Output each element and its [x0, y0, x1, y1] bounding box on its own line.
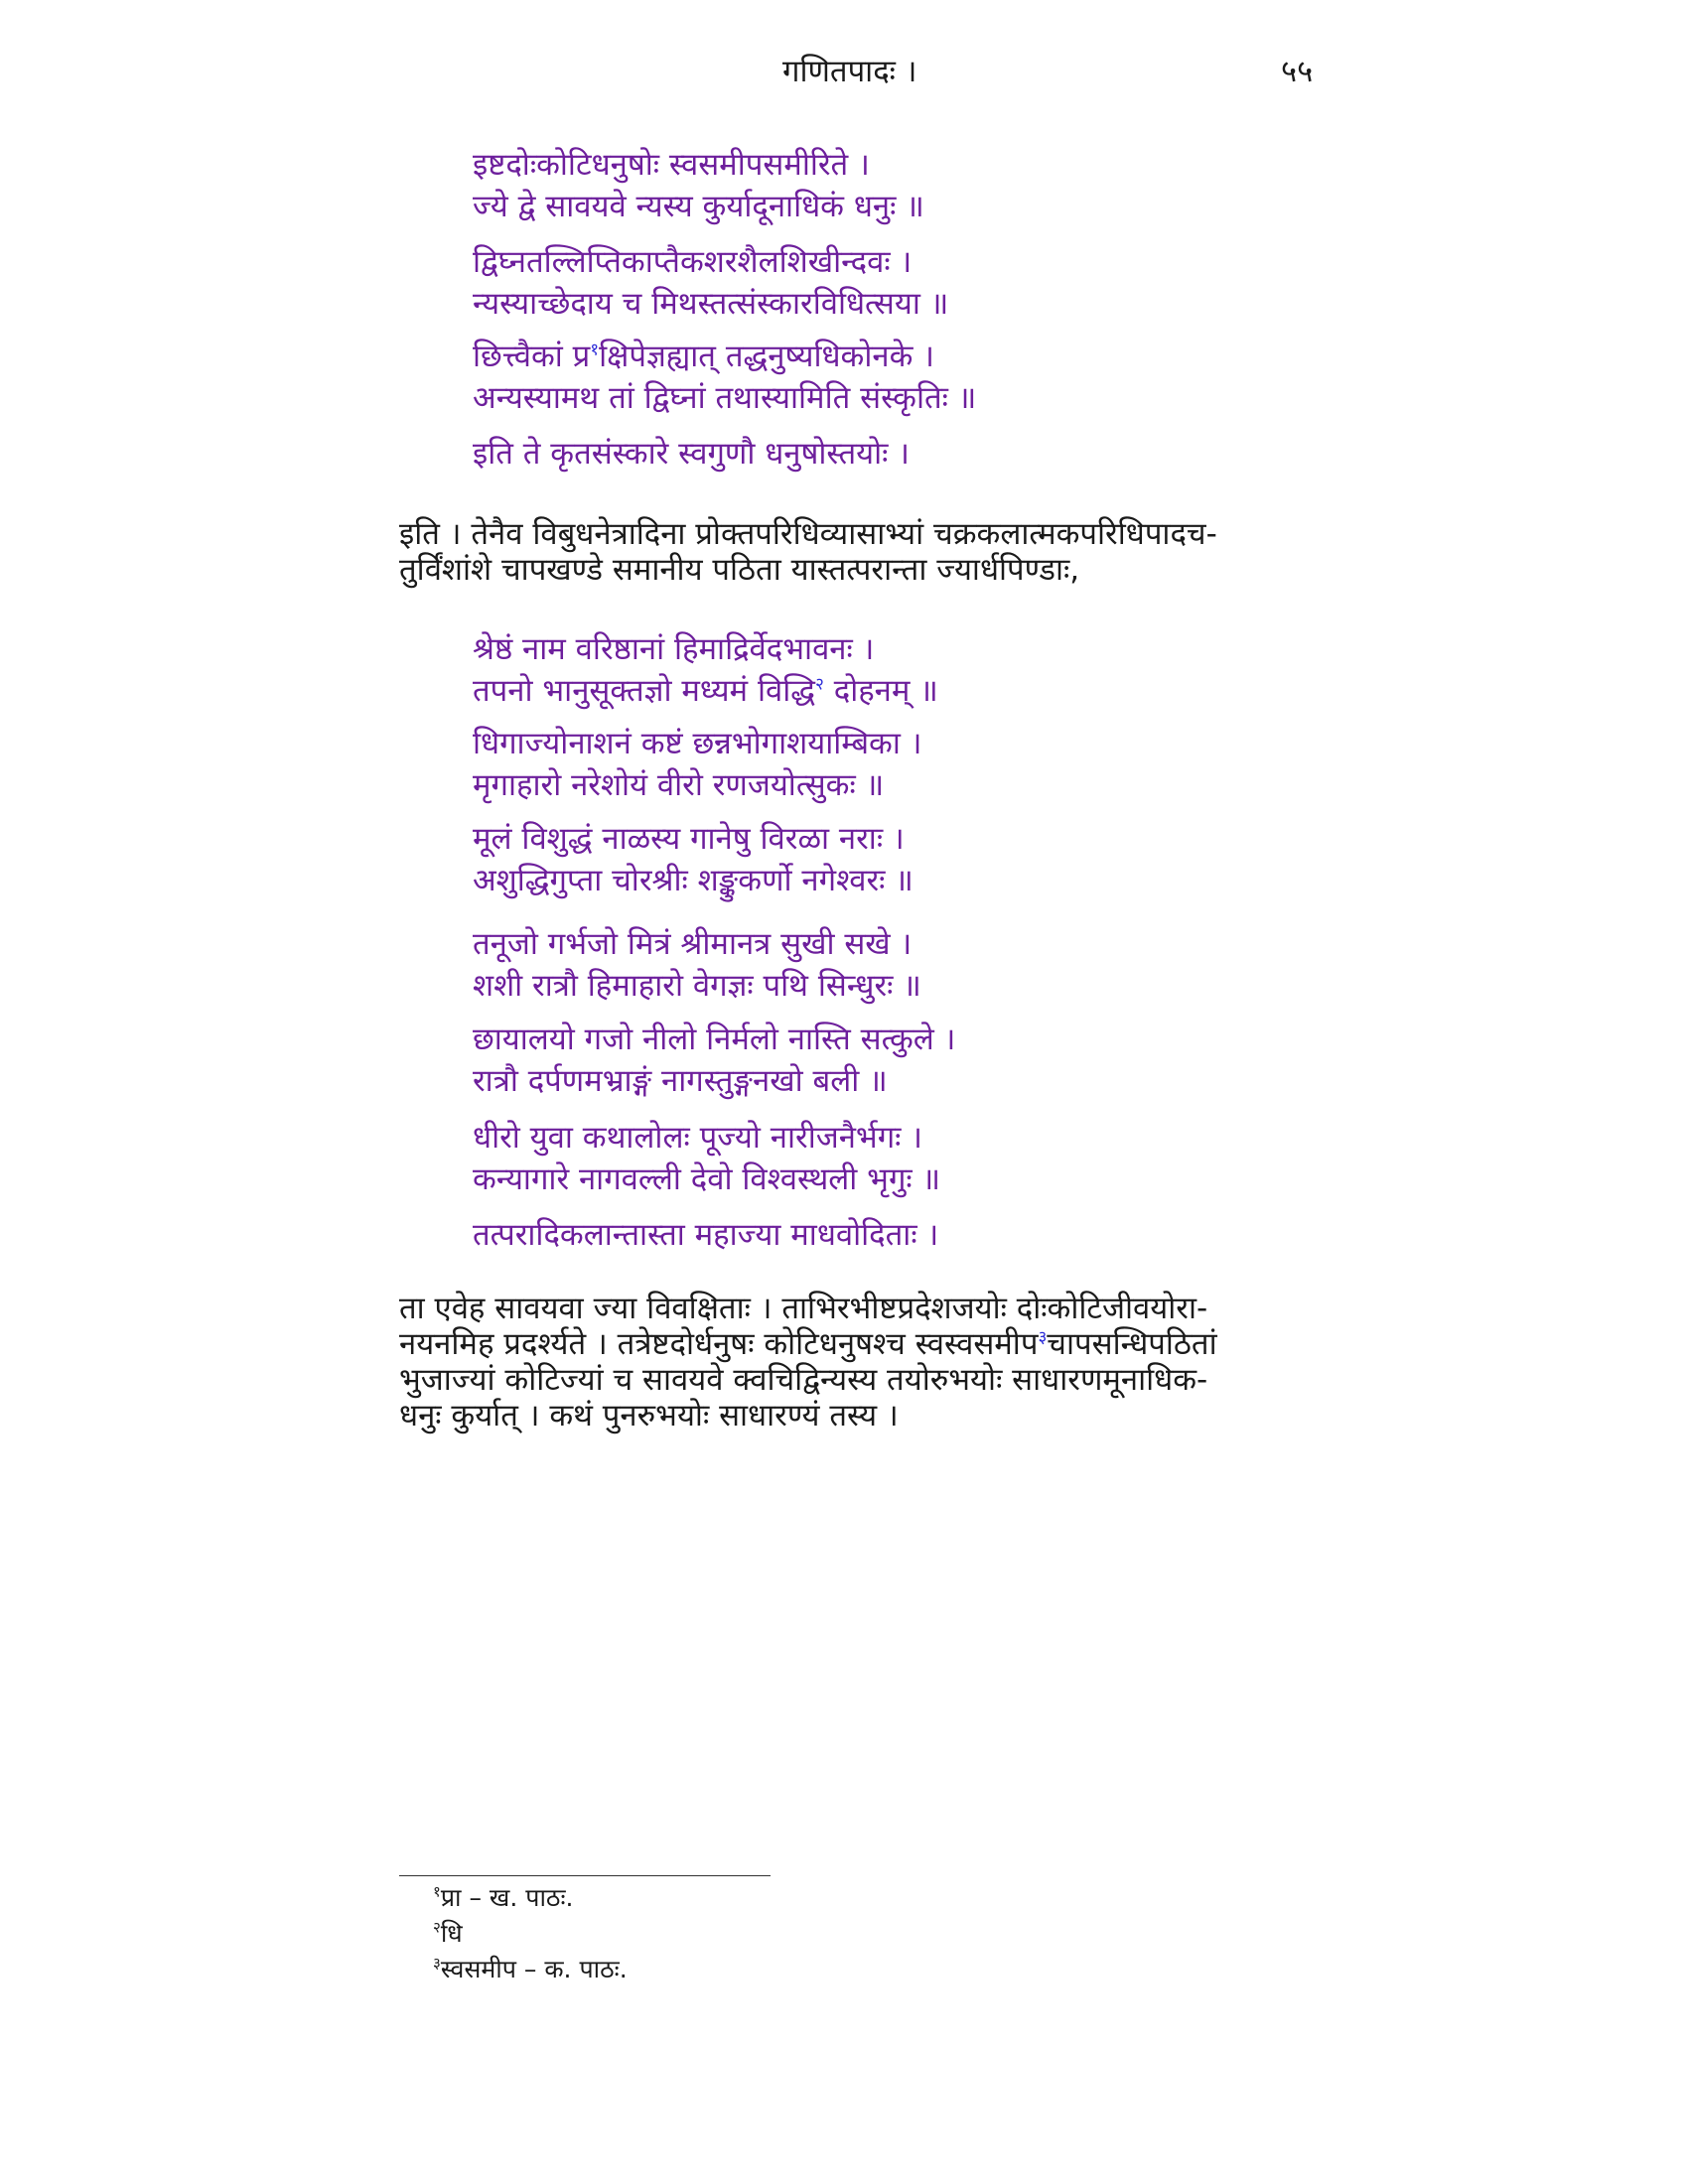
verse-stanza	[473, 336, 976, 419]
verse-text: क्षिपेज्ञह्यात् तद्धनुष्यधिकोनके ।	[599, 339, 935, 374]
verse-stanza	[473, 923, 921, 1007]
footnote-reference[interactable]: २	[815, 674, 824, 695]
verse-line: शशी रात्रौ हिमाहारो वेगज्ञः पथि सिन्धुरः ॥	[473, 968, 921, 1004]
verse-line: तत्परादिकलान्तास्ता महाज्या माधवोदिताः ।	[473, 1217, 939, 1253]
verse-line: कन्यागारे नागवल्ली देवो विश्वस्थली भृगुः ॥	[473, 1161, 941, 1197]
prose-line	[399, 1326, 1328, 1362]
verse-line: धिगाज्योनाशनं कष्टं छन्नभोगाशयाम्बिका ।	[473, 726, 922, 761]
prose-line: तुर्विंशांशे चापखण्डे समानीय पठिता यास्तत्परान्ता ज्यार्धपिण्डाः,	[399, 552, 1080, 588]
verse-line	[473, 670, 938, 712]
prose-text: चापसन्धिपठितां	[1047, 1326, 1217, 1362]
footnote-mark: १	[433, 1882, 441, 1901]
prose-line: धनुः कुर्यात् । कथं पुनरुभयोः साधारण्यं तस्य ।	[399, 1398, 899, 1433]
verse-line: मृगाहारो नरेशोयं वीरो रणजयोत्सुकः ॥	[473, 767, 885, 803]
prose-paragraph	[399, 1291, 1328, 1433]
footnote-reference[interactable]: १	[590, 340, 600, 360]
verse-line: छायालयो गजो नीलो निर्मलो नास्ति सत्कुले ।	[473, 1022, 956, 1057]
verse-text: दोहनम् ॥	[823, 673, 938, 709]
verse-line: न्यस्याच्छेदाय च मिथस्तत्संस्कारविधित्सया ॥	[473, 286, 949, 322]
verse-text: छित्त्वैकां प्र	[473, 339, 591, 374]
footnote-reference[interactable]: ३	[1038, 1327, 1048, 1348]
prose-text: नयनमिह प्रदर्श्यते । तत्रेष्टदोर्धनुषः कोटिधनुषश्च स्वस्वसमीप	[399, 1326, 1039, 1362]
verse-stanza	[473, 1019, 955, 1102]
page-number: ५५	[1281, 54, 1314, 89]
footnote	[433, 1916, 628, 1952]
running-header-title: गणितपादः ।	[782, 54, 917, 89]
footnote-divider	[399, 1875, 771, 1876]
verse-stanza	[473, 433, 910, 475]
verse-line: इष्टदोःकोटिधनुषोः स्वसमीपसमीरिते ।	[473, 147, 870, 183]
verse-line: ज्ये द्वे सावयवे न्यस्य कुर्यादूनाधिकं धनुः ॥	[473, 189, 924, 224]
footnote-text: प्रा – ख. पाठः.	[440, 1883, 574, 1912]
footnote	[433, 1952, 628, 1987]
verse-stanza	[473, 628, 938, 712]
verse-stanza	[473, 818, 914, 901]
footnote-mark: २	[433, 1918, 441, 1937]
footnote	[433, 1880, 628, 1916]
verse-stanza	[473, 1214, 938, 1256]
prose-paragraph	[399, 516, 1328, 588]
prose-line: ता एवेह सावयवा ज्या विवक्षिताः । ताभिरभीष्टप्रदेशजयोः दोःकोटिजीवयोरा-	[399, 1291, 1208, 1326]
prose-line: इति । तेनैव विबुधनेत्रादिना प्रोक्तपरिधिव्यासाभ्यां चक्रकलात्मकपरिधिपादच-	[399, 516, 1217, 552]
prose-line: भुजाज्यां कोटिज्यां च सावयवे क्वचिद्विन्यस्य तयोरुभयोः साधारणमूनाधिक-	[399, 1362, 1208, 1398]
verse-stanza	[473, 1117, 940, 1200]
verse-line: अशुद्धिगुप्ता चोरश्रीः शङ्कुकर्णो नगेश्वरः ॥	[473, 863, 914, 898]
verse-line: रात्रौ दर्पणमभ्राङ्गं नागस्तुङ्गनखो बली ॥	[473, 1063, 888, 1099]
verse-stanza	[473, 723, 922, 806]
verse-line: अन्यस्यामथ तां द्विघ्नां तथास्यामिति संस्कृतिः ॥	[473, 380, 977, 416]
verse-text: तपनो भानुसूक्तज्ञो मध्यमं विद्धि	[473, 673, 816, 709]
verse-stanza	[473, 144, 924, 227]
verse-line	[473, 336, 976, 377]
verse-stanza	[473, 241, 948, 325]
verse-line: धीरो युवा कथालोलः पूज्यो नारीजनैर्भगः ।	[473, 1120, 923, 1156]
footnote-text: स्वसमीप – क. पाठः.	[440, 1955, 628, 1983]
footnote-mark: ३	[433, 1954, 441, 1973]
verse-line: मूलं विशुद्धं नाळस्य गानेषु विरळा नराः ।	[473, 821, 905, 857]
verse-line: श्रेष्ठं नाम वरिष्ठानां हिमाद्रिर्वेदभावनः ।	[473, 631, 875, 667]
verse-line: द्विघ्नतल्लिप्तिकाप्तैकशरशैलशिखीन्दवः ।	[473, 244, 913, 280]
verse-line: तनूजो गर्भजो मित्रं श्रीमानत्र सुखी सखे ।	[473, 926, 913, 962]
footnote-text: धि	[440, 1919, 463, 1948]
footnotes	[433, 1880, 628, 1987]
verse-line: इति ते कृतसंस्कारे स्वगुणौ धनुषोस्तयोः ।	[473, 436, 911, 472]
